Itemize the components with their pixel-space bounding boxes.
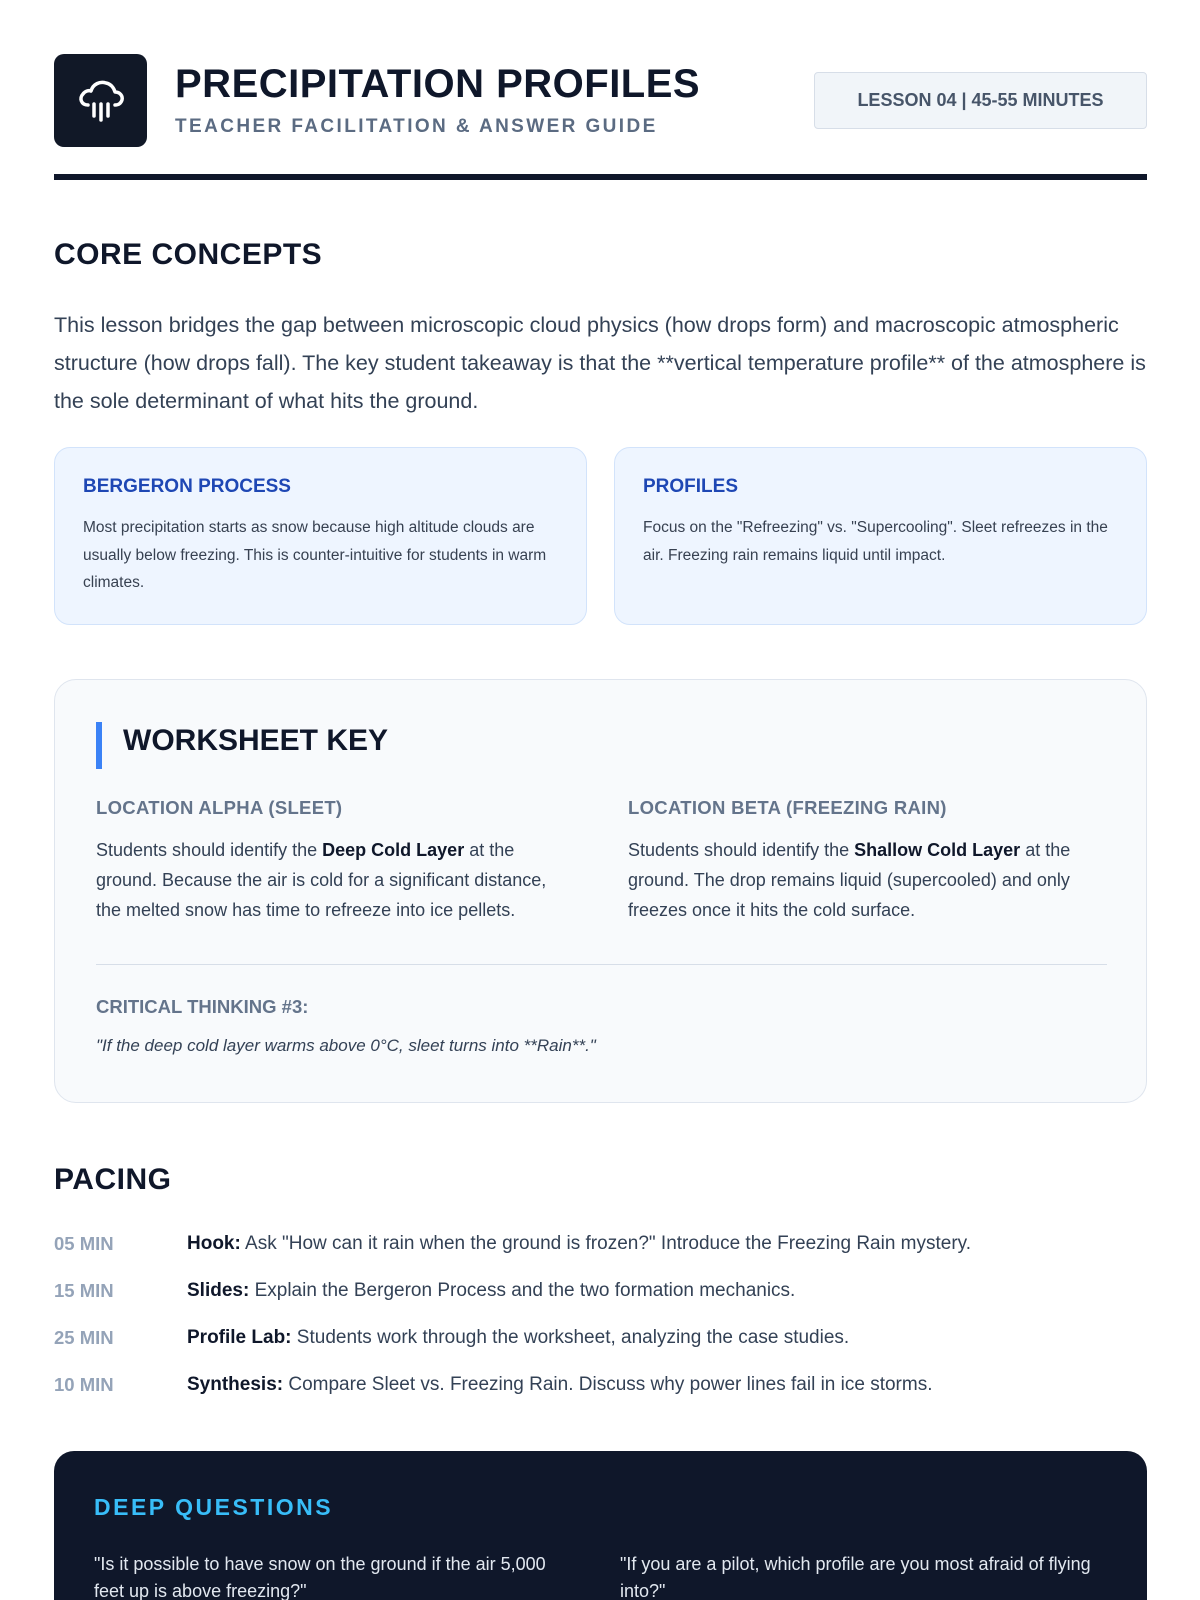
concept-card-title: PROFILES bbox=[643, 476, 739, 497]
worksheet-key-panel bbox=[54, 679, 1147, 1103]
pacing-description: Hook: Ask "How can it rain when the ground is frozen?" Introduce the Freezing Rain mystery. bbox=[187, 1233, 972, 1254]
deep-question: "If you are a pilot, which profile are you most afraid of flying into?" bbox=[620, 1554, 1091, 1600]
pacing-time: 25 MIN bbox=[54, 1327, 114, 1348]
pacing-time: 10 MIN bbox=[54, 1374, 114, 1395]
location-alpha-heading: LOCATION ALPHA (SLEET) bbox=[96, 797, 343, 818]
page-subtitle: TEACHER FACILITATION & ANSWER GUIDE bbox=[175, 116, 658, 137]
pacing-row bbox=[54, 1327, 1147, 1357]
worksheet-key-heading: WORKSHEET KEY bbox=[123, 724, 389, 757]
header-divider bbox=[54, 174, 1147, 180]
worksheet-divider bbox=[96, 964, 1107, 965]
critical-thinking-quote: "If the deep cold layer warms above 0°C, sleet turns into **Rain**." bbox=[96, 1036, 596, 1055]
logo bbox=[54, 54, 147, 147]
pacing-row bbox=[54, 1280, 1147, 1310]
concept-card-text: Most precipitation starts as snow because high altitude clouds are usually below freezing. This is counter-intuitive for students in warm climates. bbox=[83, 519, 547, 591]
pacing-description: Synthesis: Compare Sleet vs. Freezing Rain. Discuss why power lines fail in ice storms. bbox=[187, 1374, 933, 1395]
pacing-heading: PACING bbox=[54, 1163, 172, 1196]
core-concepts-heading: CORE CONCEPTS bbox=[54, 238, 323, 271]
concept-card-profiles bbox=[614, 447, 1147, 625]
cloud-rain-icon bbox=[74, 74, 128, 128]
pacing-row bbox=[54, 1374, 1147, 1404]
page-title: PRECIPITATION PROFILES bbox=[175, 62, 701, 106]
location-alpha-text: Students should identify the Deep Cold Layer at the ground. Because the air is cold for a significant distance, the melted snow has time to refreeze into ice pellets. bbox=[96, 840, 547, 920]
pacing-time: 05 MIN bbox=[54, 1233, 114, 1254]
deep-question: "Is it possible to have snow on the ground if the air 5,000 feet up is above freezing?" bbox=[94, 1554, 546, 1600]
location-alpha bbox=[96, 797, 566, 925]
critical-thinking-heading: CRITICAL THINKING #3: bbox=[96, 996, 309, 1017]
pacing-description: Profile Lab: Students work through the worksheet, analyzing the case studies. bbox=[187, 1327, 850, 1348]
pacing-time: 15 MIN bbox=[54, 1280, 114, 1301]
lesson-badge: LESSON 04 | 45-55 MINUTES bbox=[814, 72, 1147, 129]
location-beta-text: Students should identify the Shallow Cold Layer at the ground. The drop remains liquid (supercooled) and only freezes once it hits the cold surface. bbox=[628, 840, 1071, 920]
concept-card-bergeron bbox=[54, 447, 587, 625]
location-beta-heading: LOCATION BETA (FREEZING RAIN) bbox=[628, 797, 947, 818]
deep-questions-heading: DEEP QUESTIONS bbox=[94, 1494, 334, 1520]
concept-card-text: Focus on the "Refreezing" vs. "Supercooling". Sleet refreezes in the air. Freezing rain remains liquid until impact. bbox=[643, 519, 1108, 564]
lesson-guide-page bbox=[54, 0, 1147, 1600]
location-beta bbox=[628, 797, 1098, 925]
deep-questions-panel bbox=[54, 1451, 1147, 1600]
accent-bar bbox=[96, 722, 102, 769]
pacing-description: Slides: Explain the Bergeron Process and the two formation mechanics. bbox=[187, 1280, 796, 1301]
pacing-row bbox=[54, 1233, 1147, 1263]
page-header bbox=[54, 54, 1147, 148]
core-concepts-intro: This lesson bridges the gap between microscopic cloud physics (how drops form) and macroscopic atmospheric structure (how drops fall). The key student takeaway is that the **vertical temperature profile** of the atmosphere is the sole determinant of what hits the ground. bbox=[54, 313, 1146, 413]
concept-card-title: BERGERON PROCESS bbox=[83, 476, 291, 497]
